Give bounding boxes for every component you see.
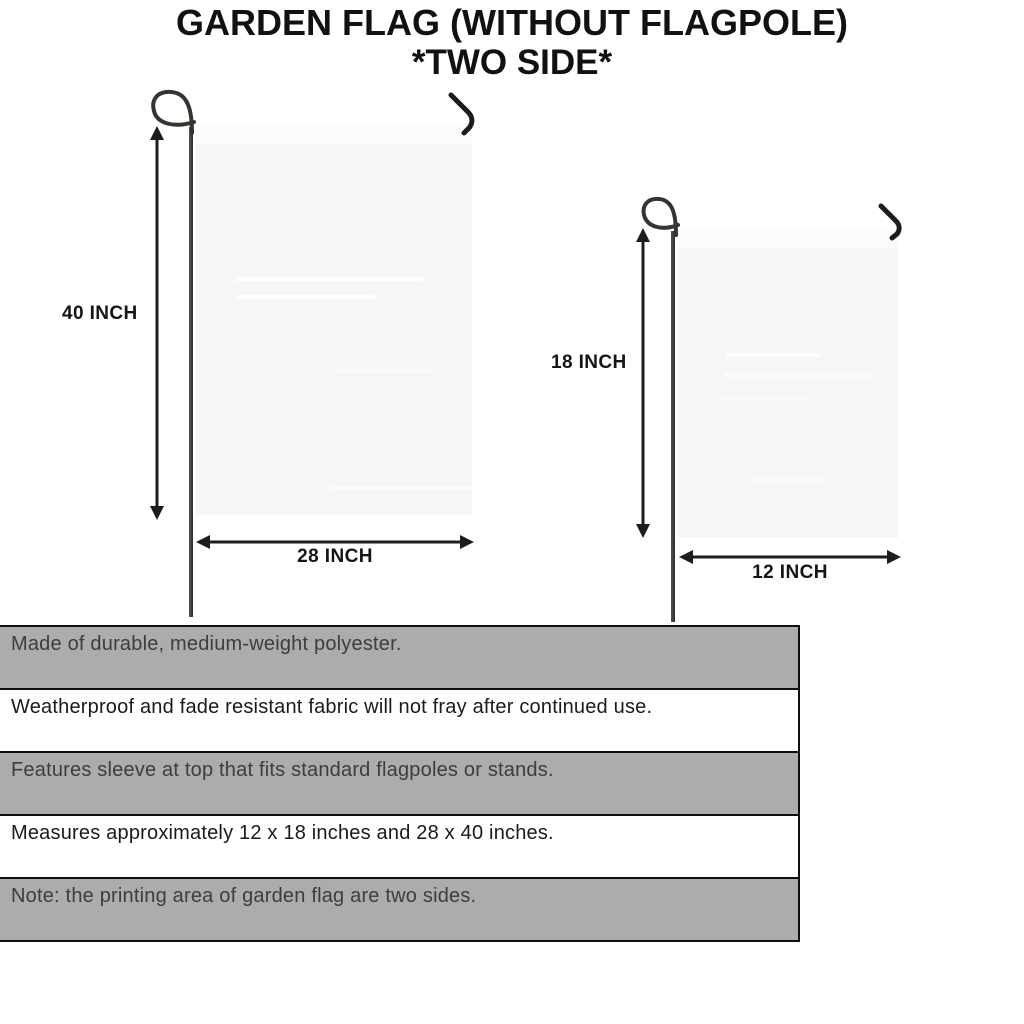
fabric-fold-streak (236, 295, 376, 299)
fabric-fold-streak (723, 373, 873, 377)
large-flag-width-label: 28 INCH (297, 546, 373, 567)
feature-table (0, 625, 800, 942)
fabric-fold-streak (748, 478, 828, 482)
pole-hook-icon (447, 92, 477, 136)
page-title (0, 2, 1024, 82)
fabric-fold-streak (726, 353, 821, 357)
small-flag-width-label: 12 INCH (752, 562, 828, 583)
small-flag-panel (678, 228, 898, 538)
title-line-1: GARDEN FLAG (WITHOUT FLAGPOLE) (176, 2, 848, 43)
large-flag-panel (196, 124, 472, 515)
large-flag-pole (189, 127, 193, 617)
small-flag-height-label: 18 INCH (551, 352, 627, 373)
large-flag-sleeve (196, 124, 472, 144)
feature-row (0, 627, 798, 688)
small-height-arrow-icon (635, 228, 651, 538)
feature-text: Note: the printing area of garden flag are two sides. (11, 885, 477, 907)
fabric-fold-streak (234, 277, 424, 281)
feature-row (0, 877, 798, 940)
feature-text: Made of durable, medium-weight polyester. (11, 633, 402, 655)
feature-row (0, 688, 798, 751)
feature-text: Measures approximately 12 x 18 inches and 28 x 40 inches. (11, 822, 554, 844)
feature-row (0, 814, 798, 877)
feature-text: Features sleeve at top that fits standard flagpoles or stands. (11, 759, 554, 781)
feature-text: Weatherproof and fade resistant fabric will not fray after continued use. (11, 696, 653, 718)
pole-hook-icon (877, 203, 905, 241)
small-flag-sleeve (678, 228, 898, 248)
title-line-2: *TWO SIDE* (411, 43, 613, 82)
large-flag-height-label: 40 INCH (62, 303, 138, 324)
feature-row (0, 751, 798, 814)
large-height-arrow-icon (149, 126, 165, 520)
fabric-fold-streak (336, 369, 431, 373)
fabric-fold-streak (720, 396, 810, 400)
small-flag-pole (671, 231, 675, 622)
fabric-fold-streak (331, 486, 571, 490)
